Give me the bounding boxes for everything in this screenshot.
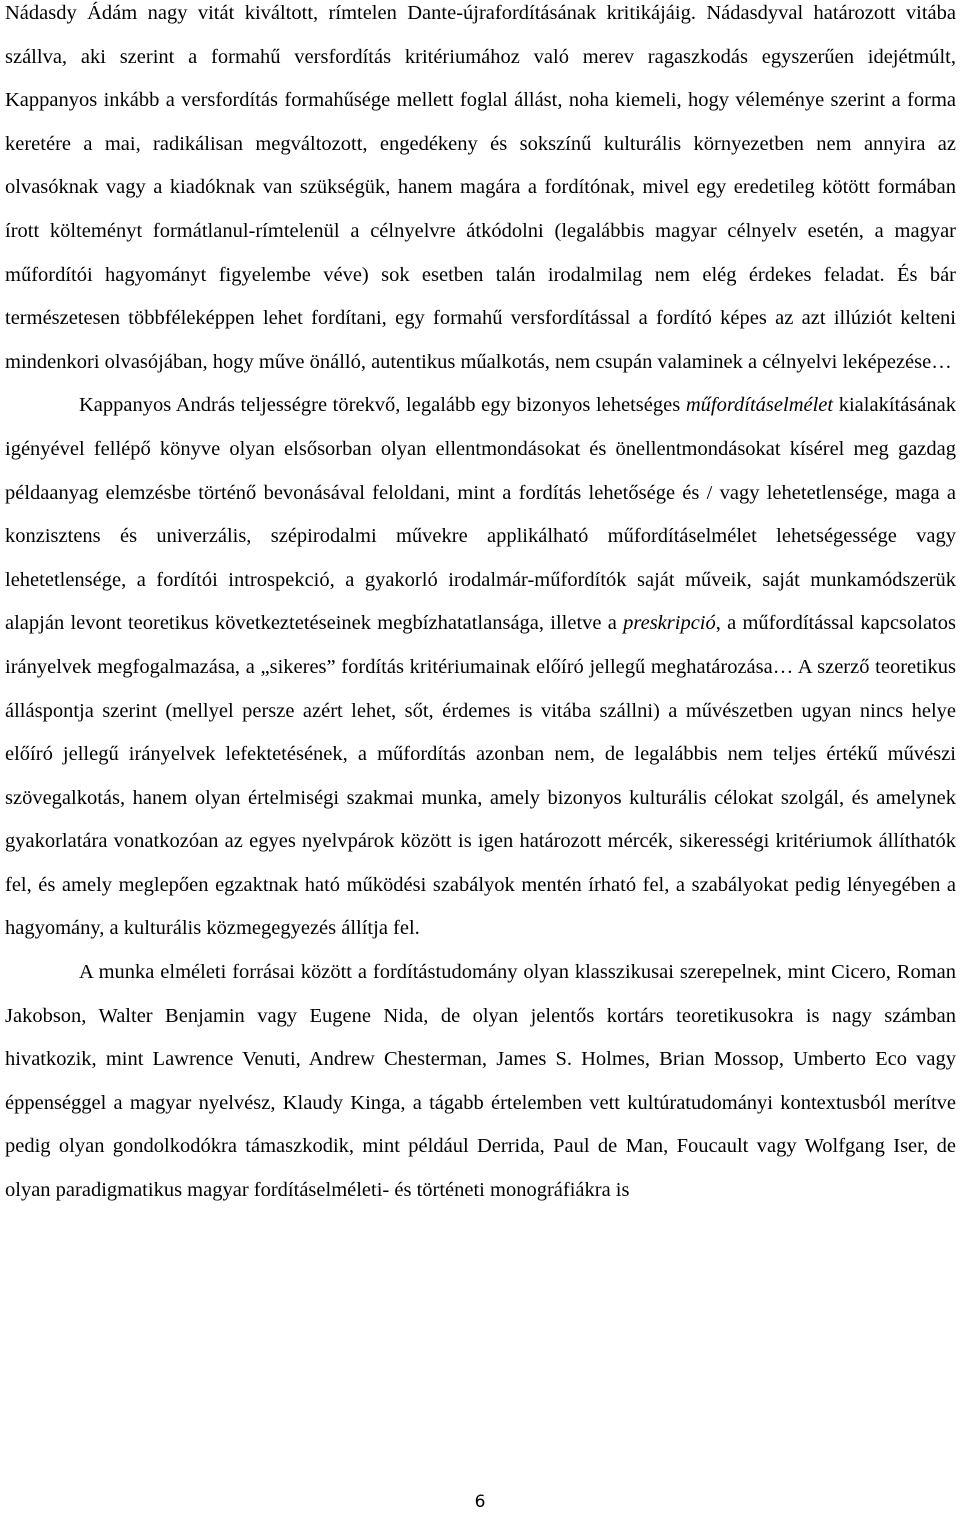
- paragraph-3: A munka elméleti forrásai között a fordítástudomány olyan klasszikusai szerepelnek, mint Cicero, Roman Jakobson, Walter Benjamin vagy Eugene Nida, de olyan jelentős kortárs teoretikusokra is nagy számban hivatkozik, mint Lawrence Venuti, Andrew Chesterman, James S. Holmes, Brian Mossop, Umberto Eco vagy éppenséggel a magyar nyelvész, Klaudy Kinga, a tágabb értelemben vett kultúratudományi kontextusból merítve pedig olyan gondolkodókra támaszkodik, mint például Derrida, Paul de Man, Foucault vagy Wolfgang Iser, de olyan paradigmatikus magyar fordításelméleti- és történeti monográfiákra is: [5, 961, 956, 1202]
- paragraph-2-text-3: , a műfordítással kapcsolatos irányelvek megfogalmazása, a „sikeres” fordítás kritériumainak előíró jellegű meghatározása… A szerző teoretikus álláspontja szerint (mellyel persze azért lehet, sőt, érdemes is vitába szállni) a művészetben ugyan nincs helye előíró jellegű irányelvek lefektetésének, a műfordítás azonban nem, de legalábbis nem teljes értékű művészi szövegalkotás, hanem olyan értelmiségi szakmai munka, amely bizonyos kulturális célokat szolgál, és amelynek gyakorlatára vonatkozóan az egyes nyelvpárok között is igen határozott mércék, sikerességi kritériumok állíthatók fel, és amely meglepően egzaktnak ható működési szabályok mentén írható fel, a szabályokat pedig lényegében a hagyomány, a kulturális közmegegyezés állítja fel.: [5, 612, 956, 940]
- body-text: [5, 0, 956, 1213]
- paragraph-2-text-2: kialakításának igényével fellépő könyve olyan elsősorban olyan ellentmondásokat és önellentmondásokat kísérel meg gazdag példaanyag elemzésbe történő bevonásával feloldani, mint a fordítás lehetősége és / vagy lehetetlensége, maga a konzisztens és univerzális, szépirodalmi művekre applikálható műfordításelmélet lehetségessége vagy lehetetlensége, a fordítói introspekció, a gyakorló irodalmár-műfordítók saját műveik, saját munkamódszerük alapján levont teoretikus következtetéseinek megbízhatatlansága, illetve a: [5, 394, 956, 635]
- paragraph-1: Nádasdy Ádám nagy vitát kiváltott, rímtelen Dante-újrafordításának kritikájáig. Nádasdyval határozott vitába szállva, aki szerint a formahű versfordítás kritériumához való merev ragaszkodás egyszerűen idejétmúlt, Kappanyos inkább a versfordítás formahűsége mellett foglal állást, noha kiemeli, hogy véleménye szerint a forma keretére a mai, radikálisan megváltozott, engedékeny és sokszínű kulturális környezetben nem annyira az olvasóknak vagy a kiadóknak van szükségük, hanem magára a fordítónak, mivel egy eredetileg kötött formában írott költeményt formátlanul-rímtelenül a célnyelvre átkódolni (legalábbis magyar célnyelv esetén, a magyar műfordítói hagyományt figyelembe véve) sok esetben talán irodalmilag nem elég érdekes feladat. És bár természetesen többféleképpen lehet fordítani, egy formahű versfordítással a fordító képes az azt illúziót kelteni mindenkori olvasójában, hogy műve önálló, autentikus műalkotás, nem csupán valaminek a célnyelvi leképezése…: [5, 2, 956, 373]
- page-number: 6: [474, 1492, 486, 1512]
- paragraph-2-italic-term-1: műfordításelmélet: [685, 394, 834, 417]
- paragraph-2-italic-term-2: preskripció: [623, 612, 716, 635]
- paragraph-2: [5, 384, 956, 951]
- paragraph-2-text-1: Kappanyos András teljességre törekvő, legalább egy bizonyos lehetséges: [79, 394, 686, 417]
